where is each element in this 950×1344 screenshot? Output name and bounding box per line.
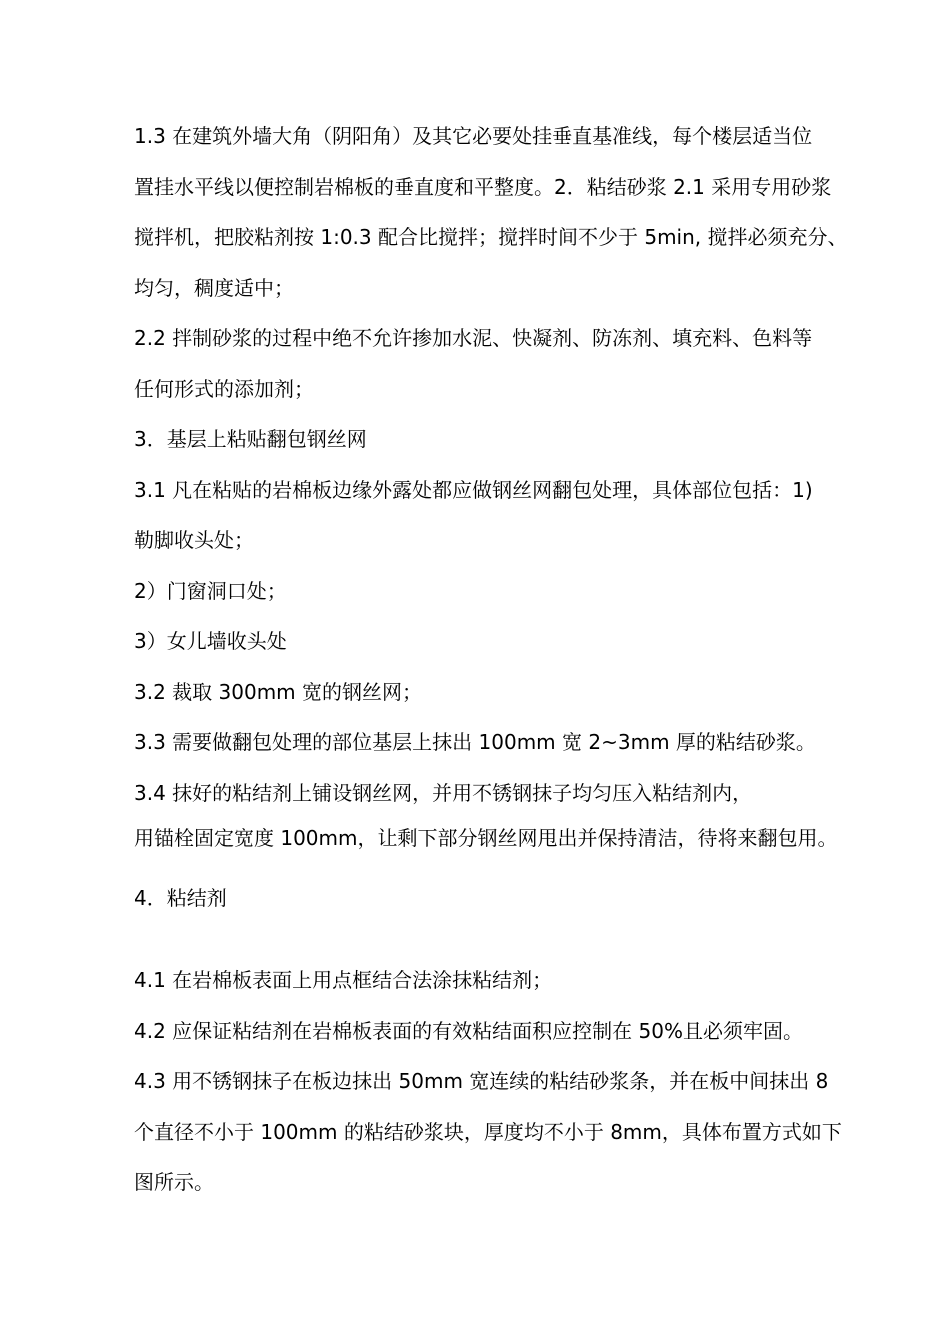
section-heading-4: 4．粘结剂: [134, 885, 227, 910]
blank-line: [134, 928, 900, 960]
document-body: [134, 116, 900, 1213]
text-line-21: 图所示。: [134, 1170, 214, 1194]
text-line-11: 3）女儿墙收头处: [134, 629, 287, 653]
text-line-5: 2.2 拌制砂浆的过程中绝不允许掺加水泥、快凝剂、防冻剂、填充料、色料等: [134, 326, 813, 350]
text-line-13: 3.3 需要做翻包处理的部位基层上抹出 100mm 宽 2~3mm 厚的粘结砂浆。: [134, 730, 816, 754]
text-line-12: 3.2 裁取 300mm 宽的钢丝网；: [134, 679, 423, 704]
text-line-1: 1.3 在建筑外墙大角（阴阳角）及其它必要处挂垂直基准线，每个楼层适当位: [134, 124, 813, 148]
text-line-10: 2）门窗洞口处；: [134, 578, 287, 603]
text-line-2: 置挂水平线以便控制岩棉板的垂直度和平整度。2．粘结砂浆 2.1 采用专用砂浆: [134, 174, 832, 199]
text-line-3: 搅拌机，把胶粘剂按 1:0.3 配合比搅拌；搅拌时间不少于 5min, 搅拌必须充分、: [134, 225, 848, 249]
text-line-9: 勒脚收头处；: [134, 528, 254, 552]
text-line-19: 4.3 用不锈钢抹子在板边抹出 50mm 宽连续的粘结砂浆条，并在板中间抹出 8: [134, 1069, 829, 1093]
text-line-14: 3.4 抹好的粘结剂上铺设钢丝网，并用不锈钢抹子均匀压入粘结剂内，: [134, 780, 753, 805]
text-line-8: 3.1 凡在粘贴的岩棉板边缘外露处都应做钢丝网翻包处理，具体部位包括：1): [134, 477, 813, 502]
text-line-20: 个直径不小于 100mm 的粘结砂浆块，厚度均不小于 8mm，具体布置方式如下: [134, 1119, 842, 1144]
text-line-15: 用锚栓固定宽度 100mm，让剩下部分钢丝网甩出并保持清洁，待将来翻包用。: [134, 825, 838, 850]
section-heading-3: 3．基层上粘贴翻包钢丝网: [134, 427, 367, 451]
text-line-17: 4.1 在岩棉板表面上用点框结合法涂抹粘结剂；: [134, 968, 553, 992]
text-line-4: 均匀，稠度适中；: [134, 275, 294, 300]
text-line-18: 4.2 应保证粘结剂在岩棉板表面的有效粘结面积应控制在 50%且必须牢固。: [134, 1018, 803, 1043]
text-line-6: 任何形式的添加剂；: [134, 376, 314, 401]
